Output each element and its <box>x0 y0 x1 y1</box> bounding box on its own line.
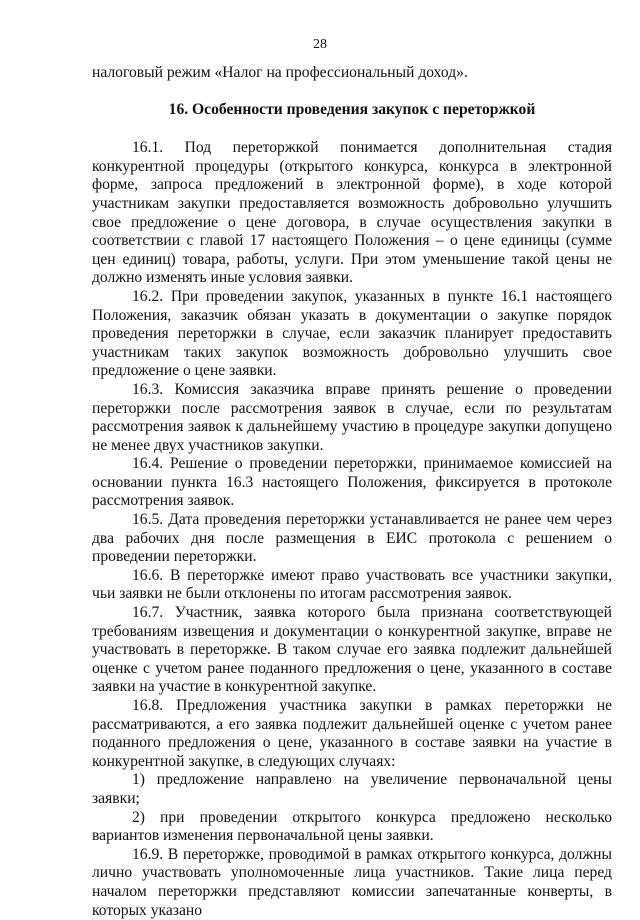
paragraph-16-1: 16.1. Под переторжкой понимается дополнительная стадия конкурентной процедуры (открытого конкурса, конкурса в электронной форме, запроса предложений в электронной форме), в ходе которой участникам закупки предоставляется возможность добровольно улучшить свое предложение о цене договора, в случае осуществления закупки в соответствии с главой 17 настоящего Положения – о цене единицы (сумме цен единиц) товара, работы, услуги. При этом уменьшение такой цены не должно изменять иные условия заявки. <box>92 139 612 287</box>
section-heading: 16. Особенности проведения закупок с переторжкой <box>168 100 536 118</box>
page-number: 28 <box>313 37 327 52</box>
continuation-text: налоговый режим «Налог на профессиональный доход». <box>92 64 468 81</box>
paragraph-16-3: 16.3. Комиссия заказчика вправе принять решение о проведении переторжки после рассмотрения заявок в случае, если по результатам рассмотрения заявок к дальнейшему участию в процедуре закупки допущено не менее двух участников закупки. <box>92 380 612 454</box>
paragraph-16-4: 16.4. Решение о проведении переторжки, принимаемое комиссией на основании пункта 16.3 настоящего Положения, фиксируется в протоколе рассмотрения заявок. <box>92 455 612 510</box>
paragraph-16-6: 16.6. В переторжке имеют право участвовать все участники закупки, чьи заявки не были отклонены по итогам рассмотрения заявок. <box>92 566 612 603</box>
list-item-2: 2) при проведении открытого конкурса предложено несколько вариантов изменения первоначальной цены заявки. <box>92 808 612 845</box>
paragraph-16-5: 16.5. Дата проведения переторжки устанавливается не ранее чем через два рабочих дня после размещения в ЕИС протокола с решением о проведении переторжки. <box>92 511 612 566</box>
paragraph-16-7: 16.7. Участник, заявка которого была признана соответствующей требованиям извещения и документации о конкурентной закупке, вправе не участвовать в переторжке. В таком случае его заявка подлежит дальнейшей оценке с учетом ранее поданного предложения о цене, указанного в составе заявки на участие в конкурентной закупке. <box>92 604 612 696</box>
paragraph-16-2: 16.2. При проведении закупок, указанных в пункте 16.1 настоящего Положения, заказчик обязан указать в документации о закупке порядок проведения переторжки в случае, если заказчик планирует предоставить участникам таких закупок возможность добровольно улучшить свое предложение о цене заявки. <box>92 287 612 380</box>
page-body <box>92 64 612 920</box>
paragraph-16-8: 16.8. Предложения участника закупки в рамках переторжки не рассматриваются, а его заявка подлежит дальнейшей оценке с учетом ранее поданного предложения о цене, указанного в составе заявки на участие в конкурентной закупке, в следующих случаях: <box>92 697 612 770</box>
paragraph-16-9: 16.9. В переторжке, проводимой в рамках открытого конкурса, должны лично участвовать уполномоченные лица участников. Такие лица перед началом переторжки представляют комиссии запечатанные конверты, в которых указано <box>92 845 612 919</box>
list-item-1: 1) предложение направлено на увеличение первоначальной цены заявки; <box>92 771 612 807</box>
